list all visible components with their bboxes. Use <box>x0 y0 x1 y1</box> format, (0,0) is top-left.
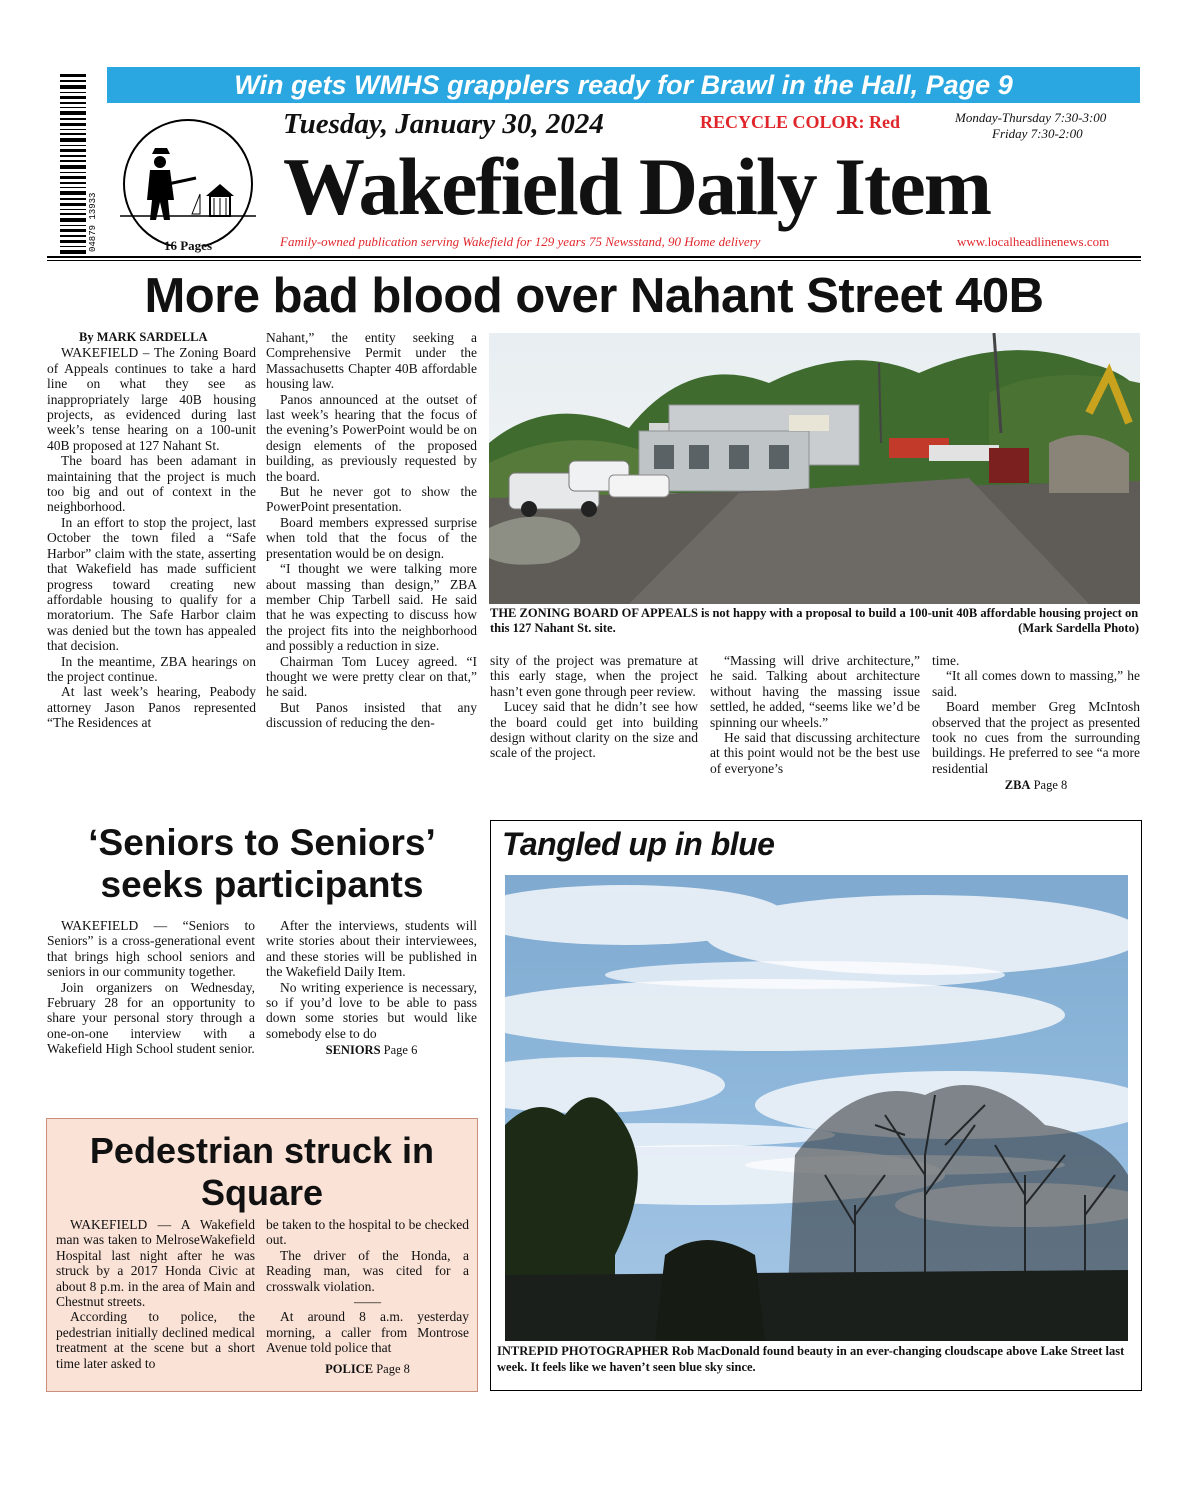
photo-feature-caption: INTREPID PHOTOGRAPHER Rob MacDonald found beauty in an ever-changing cloudscape above Lake Street last week. It feels like we haven’t seen blue sky since. <box>497 1344 1125 1374</box>
minuteman-logo <box>110 118 266 246</box>
photo-feature-headline[interactable]: Tangled up in blue <box>502 826 775 862</box>
seniors-col-1 <box>47 918 255 1057</box>
main-story-col-4 <box>710 653 920 776</box>
jump-line-zba[interactable] <box>932 778 1140 793</box>
paragraph: Panos announced at the outset of last week’s hearing that the focus of the evening’s PowerPoint would be on design elements of the proposed building, as previously requested by the board. <box>266 391 477 484</box>
jump-page: Page 6 <box>383 1043 418 1058</box>
main-story-col-3 <box>490 653 698 761</box>
paragraph: Board members expressed surprise when told that the focus of the presentation would be on design. <box>266 514 477 561</box>
jump-page: Page 8 <box>376 1361 410 1376</box>
paragraph: be taken to the hospital to be checked out. <box>266 1217 469 1248</box>
pedestrian-col-2 <box>266 1217 469 1377</box>
paragraph: “Massing will drive architecture,” he said. Talking about architecture without having the massing issue settled, he added, “seems like we’d be spinning our wheels.” <box>710 653 920 730</box>
paragraph: WAKEFIELD — “Seniors to Seniors” is a cross-generational event that brings high school seniors and seniors in our community together. <box>47 918 255 980</box>
pedestrian-headline[interactable]: Pedestrian struck in Square <box>89 1130 435 1213</box>
paragraph: He said that discussing architecture at this point would not be the best use of everyone’s <box>710 730 920 776</box>
cloudscape-photo[interactable] <box>505 875 1128 1341</box>
tagline: Family-owned publication serving Wakefield for 129 years 75 Newsstand, 90 Home delivery <box>280 234 761 249</box>
jump-line-seniors[interactable] <box>266 1043 477 1058</box>
recycle-color: RECYCLE COLOR: Red <box>700 112 901 132</box>
website-link[interactable]: www.localheadlinenews.com <box>957 234 1110 249</box>
jump-key: SENIORS <box>325 1043 381 1058</box>
main-story-col-1 <box>47 330 256 731</box>
paragraph: In an effort to stop the project, last October the town filed a “Safe Harbor” claim with the state, asserting that Wakefield has made sufficient progress toward creating new affordable housing to qualify for a moratorium. The Safe Harbor claim was denied but the town has appealed that decision. <box>47 514 256 654</box>
barcode <box>50 72 98 260</box>
newspaper-title: Wakefield Daily Item <box>283 141 991 232</box>
paragraph: “I thought we were talking more about massing than design,” ZBA member Chip Tarbell said. He said that he was expecting to discuss how the project fits into the neighborhood and possibly a reduction in size. <box>266 561 477 654</box>
photo-caption <box>490 606 1139 636</box>
caption-text: THE ZONING BOARD OF APPEALS is not happy with a proposal to build a 100-unit 40B affordable housing project on this 127 Nahant St. site. <box>490 606 1139 635</box>
main-headline[interactable]: More bad blood over Nahant Street 40B <box>144 269 1044 323</box>
paragraph: But he never got to show the PowerPoint presentation. <box>266 484 477 515</box>
page-count: 16 Pages <box>163 238 213 253</box>
seniors-col-2 <box>266 918 477 1059</box>
separator: —— <box>354 1294 381 1310</box>
paragraph: According to police, the pedestrian initially declined medical treatment at the scene but a short time later asked to <box>56 1309 255 1371</box>
byline: By MARK SARDELLA <box>79 330 208 344</box>
paragraph: WAKEFIELD — A Wakefield man was taken to MelroseWakefield Hospital last night after he was struck by a 2017 Honda Civic at about 8 p.m. in the area of Main and Chestnut streets. <box>56 1217 255 1310</box>
paragraph: “It all comes down to massing,” he said. <box>932 668 1140 699</box>
paragraph: Join organizers on Wednesday, February 28 for an opportunity to share your personal story through a one-on-one interview with a Wakefield High School student senior. <box>47 979 255 1057</box>
paragraph: Lucey said that he didn’t see how the board could get into building design without clarity on the size and scale of the project. <box>490 699 698 761</box>
paragraph: But Panos insisted that any discussion of reducing the den- <box>266 699 477 731</box>
main-story-col-2 <box>266 330 477 731</box>
paragraph: sity of the project was premature at this early stage, when the project hasn’t even gone through peer review. <box>490 653 698 699</box>
pedestrian-col-1 <box>56 1217 255 1371</box>
paragraph: The driver of the Honda, a Reading man, was cited for a crosswalk violation. <box>266 1247 469 1294</box>
jump-key: ZBA <box>1004 778 1031 793</box>
paragraph: At around 8 a.m. yesterday morning, a caller from Montrose Avenue told police that <box>266 1309 469 1356</box>
promo-banner[interactable]: Win gets WMHS grapplers ready for Brawl in the Hall, Page 9 <box>107 67 1140 103</box>
masthead-rule-thin <box>47 260 1141 261</box>
seniors-headline[interactable]: ‘Seniors to Seniors’ seeks participants <box>88 822 436 905</box>
jump-page: Page 8 <box>1033 778 1068 793</box>
paragraph: At last week’s hearing, Peabody attorney Jason Panos represented “The Residences at <box>47 684 256 731</box>
paragraph: After the interviews, students will write stories about their interviewees, and these stories will be published in the Wakefield Daily Item. <box>266 918 477 980</box>
paragraph: No writing experience is necessary, so if you’d love to be able to pass down some stories but would like somebody else to do <box>266 979 477 1041</box>
barcode-digits: 04879 13933 <box>88 192 98 252</box>
hours-weekday: Monday-Thursday 7:30-3:00 <box>955 110 1107 125</box>
paragraph: time. <box>932 653 960 668</box>
paragraph: WAKEFIELD – The Zoning Board of Appeals continues to take a hard line on what they see as inappropriately large 40B housing projects, as evidenced during last week’s tense hearing on a 100-unit 40B proposed at 127 Nahant St. <box>47 345 256 453</box>
paragraph: In the meantime, ZBA hearings on the project continue. <box>47 653 256 684</box>
issue-date: Tuesday, January 30, 2024 <box>283 108 604 140</box>
paragraph: Board member Greg McIntosh observed that the project as presented took no cues from the surrounding buildings. He preferred to see “a more residential <box>932 699 1140 776</box>
main-story-col-5 <box>932 653 1140 794</box>
hours-friday: Friday 7:30-2:00 <box>992 126 1083 141</box>
masthead-rule <box>47 256 1141 258</box>
jump-line-police[interactable] <box>266 1362 469 1377</box>
photo-credit: (Mark Sardella Photo) <box>1018 621 1139 635</box>
jump-key: POLICE <box>325 1361 374 1376</box>
paragraph: Chairman Tom Lucey agreed. “I thought we were pretty clear on that,” he said. <box>266 653 477 700</box>
paragraph: The board has been adamant in maintaining that the project is much too big and out of context in the neighborhood. <box>47 453 256 515</box>
paragraph: Nahant,” the entity seeking a Comprehensive Permit under the Massachusetts Chapter 40B affordable housing law. <box>266 330 477 392</box>
office-hours <box>955 110 1106 142</box>
nahant-street-photo[interactable] <box>489 333 1140 604</box>
